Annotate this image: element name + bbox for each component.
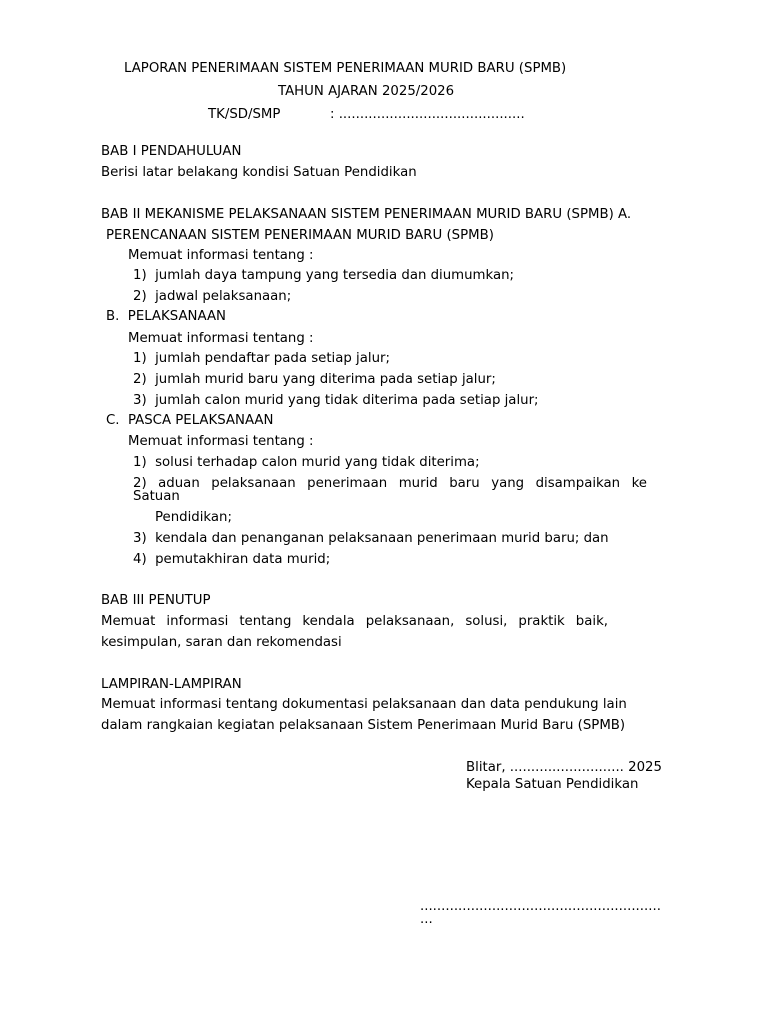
list-item: 3) kendala dan penanganan pelaksanaan penerimaan murid baru; dan [133,531,609,546]
bab3-body: Memuat informasi tentang kendala pelaksanaan, solusi, praktik baik, [101,614,608,629]
section-b-title: B. PELAKSANAAN [106,309,226,324]
document-title: LAPORAN PENERIMAAN SISTEM PENERIMAAN MURID BARU (SPMB) [124,61,567,76]
list-item-continuation: Pendidikan; [155,510,232,525]
signature-place-date: Blitar, ........................... 2025 [466,760,662,775]
unit-label: TK/SD/SMP [208,107,281,122]
list-item: 1) solusi terhadap calon murid yang tidak diterima; [133,455,480,470]
bab1-body: Berisi latar belakang kondisi Satuan Pendidikan [101,165,417,180]
bab1-heading: BAB I PENDAHULUAN [101,144,242,159]
list-item: 2) jumlah murid baru yang diterima pada setiap jalur; [133,372,496,387]
lampiran-body: dalam rangkaian kegiatan pelaksanaan Sistem Penerimaan Murid Baru (SPMB) [101,718,626,733]
list-item: 1) jumlah pendaftar pada setiap jalur; [133,351,390,366]
signature-position: Kepala Satuan Pendidikan [466,777,639,792]
lampiran-body: Memuat informasi tentang dokumentasi pelaksanaan dan data pendukung lain [101,697,627,712]
lampiran-heading: LAMPIRAN-LAMPIRAN [101,677,242,692]
signature-name-line: ... [420,912,433,927]
list-item: 4) pemutakhiran data murid; [133,552,331,567]
academic-year: TAHUN AJARAN 2025/2026 [278,84,455,99]
list-item: 2) jadwal pelaksanaan; [133,289,292,304]
list-item: 1) jumlah daya tampung yang tersedia dan diumumkan; [133,268,515,283]
section-b-intro: Memuat informasi tentang : [128,331,314,346]
unit-value: : ............................................ [330,107,525,122]
section-a-intro: Memuat informasi tentang : [128,248,314,263]
section-a-title: PERENCANAAN SISTEM PENERIMAAN MURID BARU (SPMB) [106,228,494,243]
bab2-heading: BAB II MEKANISME PELAKSANAAN SISTEM PENERIMAAN MURID BARU (SPMB) A. [101,207,632,222]
signature-name-line: ......................................................... [420,899,661,914]
section-c-title: C. PASCA PELAKSANAAN [106,413,274,428]
section-c-intro: Memuat informasi tentang : [128,434,314,449]
list-item: 2) aduan pelaksanaan penerimaan murid baru yang disampaikan ke [133,476,647,491]
list-item-continuation: Satuan [133,489,180,504]
bab3-body: kesimpulan, saran dan rekomendasi [101,635,342,650]
bab3-heading: BAB III PENUTUP [101,593,211,608]
list-item: 3) jumlah calon murid yang tidak diterima pada setiap jalur; [133,393,539,408]
